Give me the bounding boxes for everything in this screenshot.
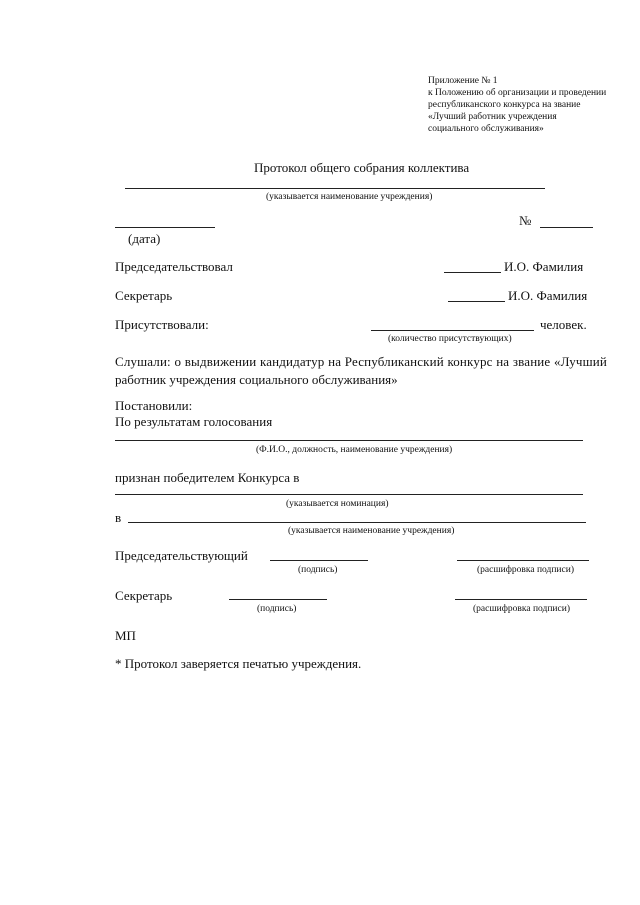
secretary-signature-label: Секретарь <box>115 588 173 603</box>
resolved-label: Постановили: <box>115 398 193 413</box>
secretary-label: Секретарь <box>115 288 173 303</box>
chair-signature-caption: (подпись) <box>298 565 338 575</box>
present-label: Присутствовали: <box>115 317 209 332</box>
chair-decoding-caption: (расшифровка подписи) <box>477 565 574 575</box>
secretary-decoding-caption: (расшифровка подписи) <box>473 604 570 614</box>
appendix-note <box>428 75 606 135</box>
appendix-line: республиканского конкурса на звание <box>428 100 581 110</box>
appendix-line: Приложение № 1 <box>428 76 498 86</box>
nomination-caption: (указывается номинация) <box>286 499 389 509</box>
fio-line <box>115 440 583 441</box>
fio-caption: (Ф.И.О., должность, наименование учреждения) <box>256 445 453 455</box>
heard-line-2: работник учреждения социального обслуживания» <box>115 372 398 387</box>
present-count-line <box>371 330 534 331</box>
chaired-line <box>444 272 501 273</box>
appendix-line: к Положению об организации и проведении <box>428 88 607 98</box>
in-prefix: в <box>115 510 122 525</box>
chaired-label: Председательствовал <box>115 259 233 274</box>
appendix-line: социального обслуживания» <box>428 124 544 134</box>
footnote: * Протокол заверяется печатью учреждения. <box>115 656 362 671</box>
heard-line-1: Слушали: о выдвижении кандидатур на Республиканский конкурс на звание «Лучший <box>115 354 607 369</box>
institution-caption: (указывается наименование учреждения) <box>266 192 433 202</box>
chair-decoding-line <box>457 560 589 561</box>
winner-text: признан победителем Конкурса в <box>115 470 300 485</box>
chair-signature-line <box>270 560 368 561</box>
number-line <box>540 227 593 228</box>
stamp-mark: МП <box>115 628 136 643</box>
appendix-line: «Лучший работник учреждения <box>428 112 557 122</box>
chair-signature-label: Председательствующий <box>115 548 248 563</box>
present-unit: человек. <box>540 317 587 332</box>
date-line <box>115 227 215 228</box>
present-caption: (количество присутствующих) <box>388 334 512 344</box>
number-sign: № <box>519 213 532 228</box>
date-caption: (дата) <box>128 231 161 246</box>
institution-line-2 <box>128 522 586 523</box>
secretary-decoding-line <box>455 599 587 600</box>
secretary-signature-caption: (подпись) <box>257 604 297 614</box>
secretary-name: И.О. Фамилия <box>508 288 588 303</box>
secretary-line <box>448 301 505 302</box>
nomination-line <box>115 494 583 495</box>
document-title: Протокол общего собрания коллектива <box>254 160 470 175</box>
institution-line <box>125 188 545 189</box>
secretary-signature-line <box>229 599 327 600</box>
chaired-name: И.О. Фамилия <box>504 259 584 274</box>
institution-caption-2: (указывается наименование учреждения) <box>288 526 455 536</box>
vote-text: По результатам голосования <box>115 414 273 429</box>
